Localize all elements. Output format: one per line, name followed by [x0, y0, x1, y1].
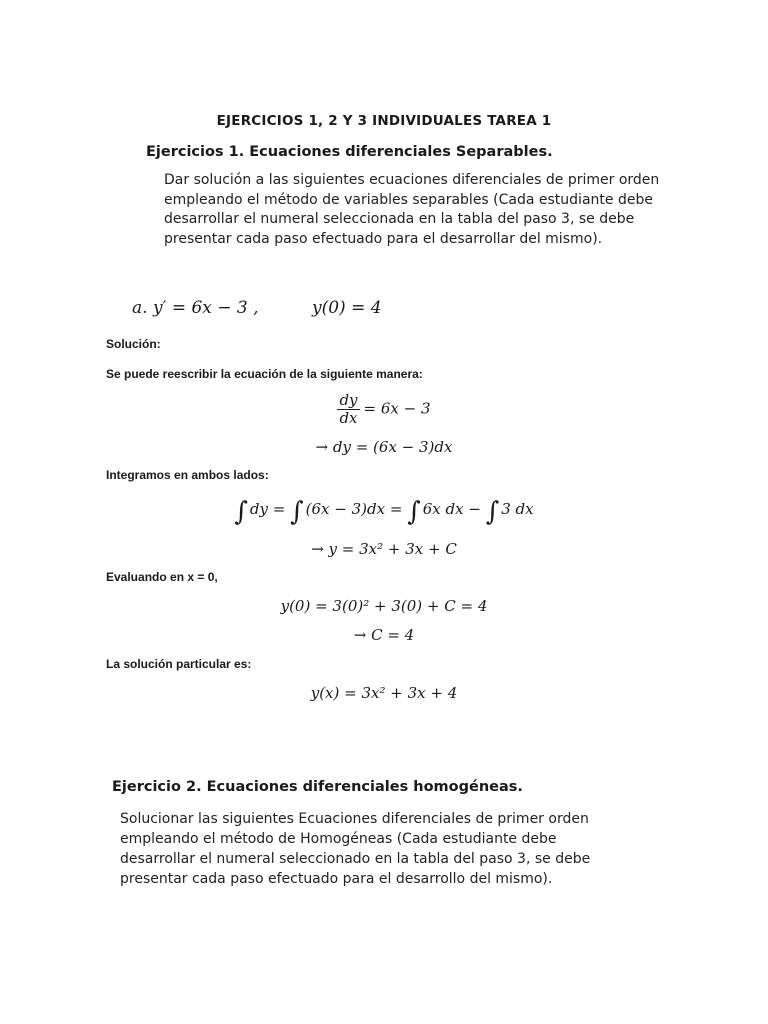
- instruction-line: Dar solución a las siguientes ecuaciones diferenciales de primer orden: [164, 172, 660, 188]
- equation-separable-form: [0, 392, 768, 427]
- fraction-numerator: dy: [339, 391, 358, 409]
- exercise-2-heading: Ejercicio 2. Ecuaciones diferenciales homogéneas.: [112, 779, 523, 795]
- equation-general-solution: → y = 3x² + 3x + C: [311, 540, 457, 558]
- integral-part: (6x − 3)dx =: [305, 500, 403, 518]
- fraction-denominator: dx: [339, 409, 358, 427]
- instruction-line: empleando el método de Homogéneas (Cada estudiante debe: [120, 831, 557, 847]
- fraction-rhs: = 6x − 3: [363, 399, 431, 418]
- integrate-label: Integramos en ambos lados:: [106, 468, 269, 482]
- equation-particular-solution: y(x) = 3x² + 3x + 4: [310, 684, 458, 702]
- integral-sign-icon: ∫: [234, 497, 248, 527]
- problem-equation: y′ = 6x − 3 ,: [152, 298, 259, 318]
- exercise-2-instructions: [120, 809, 600, 889]
- problem-statement: [132, 298, 259, 318]
- instruction-line: presentar cada paso efectuado para el desarrollo del mismo).: [120, 871, 553, 887]
- rewrite-label: Se puede reescribir la ecuación de la siguiente manera:: [106, 367, 423, 381]
- initial-condition: y(0) = 4: [312, 298, 382, 318]
- exercise-1-instructions: [164, 171, 660, 249]
- equation-evaluation: y(0) = 3(0)² + 3(0) + C = 4: [280, 597, 488, 615]
- problem-label: a.: [132, 298, 148, 318]
- particular-label: La solución particular es:: [106, 657, 252, 671]
- integral-part: 6x dx −: [422, 500, 481, 518]
- equation-constant: → C = 4: [353, 626, 415, 644]
- exercise-1-heading: Ejercicios 1. Ecuaciones diferenciales Separables.: [146, 144, 553, 160]
- integral-sign-icon: ∫: [290, 497, 304, 527]
- integral-part: 3 dx: [501, 500, 534, 518]
- solution-label: Solución:: [106, 337, 161, 351]
- equation-dy: → dy = (6x − 3)dx: [315, 438, 453, 456]
- integral-sign-icon: ∫: [407, 497, 421, 527]
- instruction-line: Solucionar las siguientes Ecuaciones diferenciales de primer orden: [120, 811, 589, 827]
- document-title: EJERCICIOS 1, 2 Y 3 INDIVIDUALES TAREA 1: [216, 113, 552, 129]
- fraction-dy-dx: [337, 392, 359, 427]
- instruction-line: presentar cada paso efectuado para el desarrollar del mismo).: [164, 230, 603, 247]
- instruction-line: empleando el método de variables separables (Cada estudiante debe: [164, 191, 653, 208]
- instruction-line: desarrollar el numeral seleccionado en la tabla del paso 3, se debe: [120, 851, 591, 867]
- evaluate-label: Evaluando en x = 0,: [106, 570, 218, 584]
- integral-part: dy =: [249, 500, 286, 518]
- instruction-line: desarrollar el numeral seleccionada en la tabla del paso 3, se debe: [164, 211, 635, 227]
- equation-integral: [0, 497, 768, 527]
- integral-sign-icon: ∫: [485, 497, 500, 527]
